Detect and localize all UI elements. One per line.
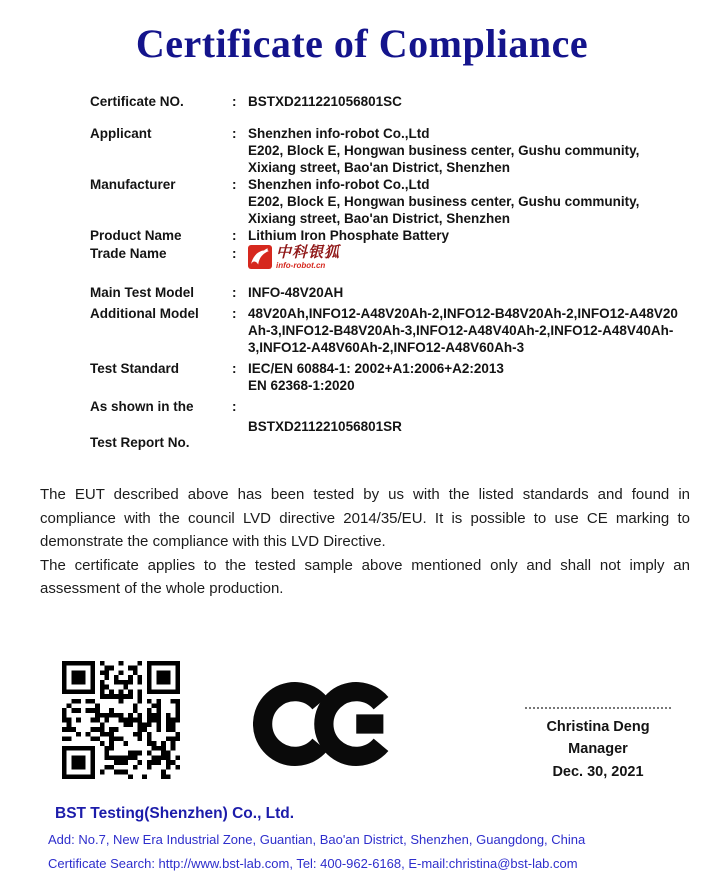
field-row-applicant	[90, 125, 704, 176]
field-label: Test Standard	[90, 361, 180, 376]
applicant-value	[248, 125, 704, 176]
statement-paragraph-2: The certificate applies to the tested sample above mentioned only and shall not imply an assessment of the whole production.	[40, 556, 690, 597]
field-label: Certificate NO.	[90, 94, 184, 109]
statement-paragraph-1: The EUT described above has been tested by us with the listed standards and found in compliance with the council LVD directive 2014/35/EU. It is possible to use CE marking to demonstrate the compliance with this LVD Directive.	[40, 486, 690, 550]
test-standard-line: IEC/EN 60884-1: 2002+A1:2006+A2:2013	[248, 361, 504, 376]
certificate-search-link[interactable]: http://www.bst-lab.com	[158, 856, 290, 871]
test-standard-value	[248, 360, 704, 394]
field-row-test-report	[90, 398, 704, 451]
lab-footer	[0, 805, 724, 871]
applicant-line: Shenzhen info-robot Co.,Ltd	[248, 126, 430, 141]
field-label: Additional Model	[90, 306, 199, 321]
manufacturer-value	[248, 176, 704, 227]
colon-separator: :	[232, 228, 237, 243]
signatory-name: Christina Deng	[546, 718, 650, 735]
field-label: Trade Name	[90, 246, 167, 261]
colon-separator: :	[232, 246, 237, 261]
field-label: As shown in the	[90, 399, 194, 414]
signature-date: Dec. 30, 2021	[552, 763, 644, 780]
field-row-product-name	[90, 227, 704, 244]
additional-model-value: 48V20Ah,INFO12-A48V20Ah-2,INFO12-B48V20Ah-2,INFO12-A48V20Ah-3,INFO12-B48V20Ah-3,INFO12-A48V40Ah-2,INFO12-A48V40Ah-3,INFO12-A48V60Ah-2,INFO12-A48V60Ah-3	[248, 306, 678, 355]
product-name-value: Lithium Iron Phosphate Battery	[248, 228, 450, 243]
certificate-search-label: Certificate Search:	[48, 856, 159, 871]
field-label: Product Name	[90, 228, 182, 243]
applicant-line: Xixiang street, Bao'an District, Shenzhen	[248, 160, 511, 175]
manufacturer-line: E202, Block E, Hongwan business center, Gushu community,	[248, 194, 640, 209]
qr-code	[62, 661, 180, 779]
field-row-test-standard	[90, 360, 704, 394]
lab-address: Add: No.7, New Era Industrial Zone, Guantian, Bao'an District, Shenzhen, Guangdong, China	[48, 832, 586, 847]
field-row-trade-name	[90, 245, 704, 275]
page-title: Certificate of Compliance	[135, 21, 589, 66]
brand-chinese-name: 中科银狐	[276, 244, 341, 261]
fox-brand-icon	[248, 245, 272, 269]
colon-separator: :	[232, 361, 237, 376]
stamps-row	[0, 661, 724, 784]
manufacturer-line: Shenzhen info-robot Co.,Ltd	[248, 177, 430, 192]
field-row-main-test-model	[90, 284, 704, 301]
field-label: Test Report No.	[90, 435, 190, 450]
field-row-manufacturer	[90, 176, 704, 227]
colon-separator: :	[232, 177, 237, 192]
certificate-fields	[0, 93, 724, 451]
field-label: Applicant	[90, 126, 152, 141]
signature-block	[518, 661, 678, 784]
lab-company-name: BST Testing(Shenzhen) Co., Ltd.	[55, 805, 295, 822]
colon-separator: :	[232, 126, 237, 141]
lab-contact-line	[48, 856, 724, 871]
trade-name-value	[248, 245, 704, 275]
compliance-statement	[0, 483, 724, 601]
test-standard-line: EN 62368-1:2020	[248, 378, 355, 393]
field-label: Main Test Model	[90, 285, 195, 300]
signatory-role: Manager	[568, 741, 628, 757]
signature-line	[525, 707, 671, 709]
brand-logo	[248, 245, 704, 275]
certificate-number: BSTXD211221056801SC	[248, 94, 402, 109]
colon-separator: :	[232, 306, 237, 321]
lab-contact-rest: , Tel: 400-962-6168, E-mail:christina@bst-lab.com	[289, 856, 578, 871]
field-row-certificate-no	[90, 93, 704, 110]
test-report-number: BSTXD211221056801SR	[248, 419, 402, 434]
ce-mark-icon	[253, 677, 393, 771]
brand-domain: info-robot.cn	[276, 261, 326, 270]
main-test-model-value: INFO-48V20AH	[248, 285, 344, 300]
applicant-line: E202, Block E, Hongwan business center, Gushu community,	[248, 143, 640, 158]
certificate-page	[0, 20, 724, 874]
manufacturer-line: Xixiang street, Bao'an District, Shenzhen	[248, 211, 511, 226]
field-row-additional-model	[90, 305, 704, 356]
field-label: Manufacturer	[90, 177, 176, 192]
colon-separator: :	[232, 94, 237, 109]
colon-separator: :	[232, 399, 237, 414]
colon-separator: :	[232, 285, 237, 300]
spacer	[90, 415, 232, 434]
